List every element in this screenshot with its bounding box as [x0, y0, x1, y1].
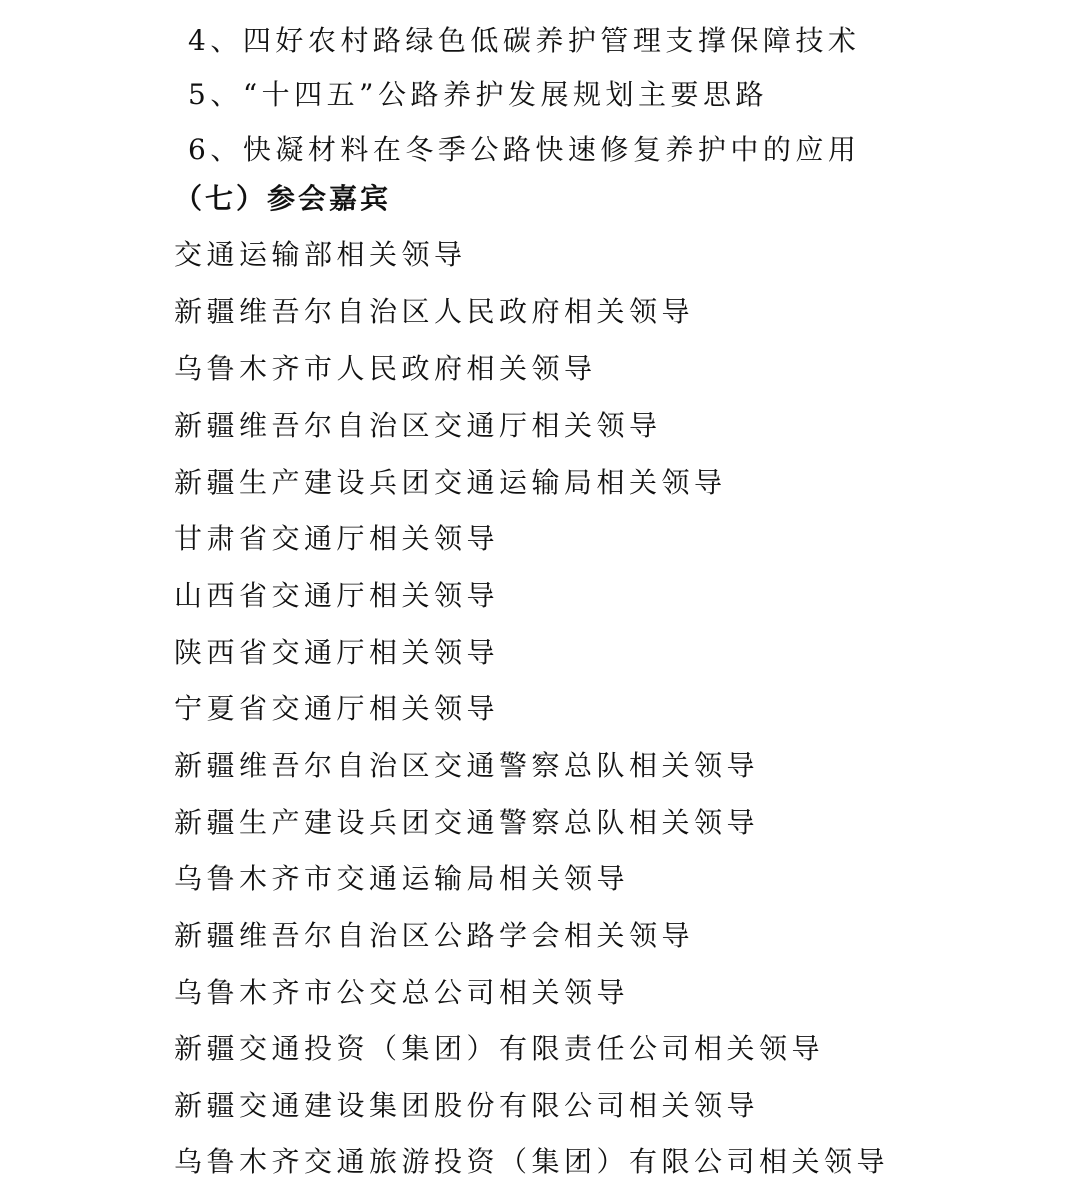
topic-item-4: 4、四好农村路绿色低碳养护管理支撑保障技术	[188, 24, 861, 57]
guest-item: 新疆维吾尔自治区交通警察总队相关领导	[174, 749, 760, 782]
guest-item: 山西省交通厅相关领导	[174, 579, 500, 612]
guest-item: 乌鲁木齐交通旅游投资（集团）有限公司相关领导	[174, 1145, 890, 1178]
section-heading: （七）参会嘉宾	[174, 182, 392, 215]
guest-item: 甘肃省交通厅相关领导	[174, 522, 500, 555]
guest-item: 宁夏省交通厅相关领导	[174, 692, 500, 725]
guest-item: 乌鲁木齐市人民政府相关领导	[174, 352, 597, 385]
guest-item: 新疆交通投资（集团）有限责任公司相关领导	[174, 1032, 825, 1065]
guest-item: 新疆维吾尔自治区交通厅相关领导	[174, 409, 662, 442]
topic-item-5: 5、“十四五”公路养护发展规划主要思路	[188, 78, 768, 111]
guest-item: 乌鲁木齐市交通运输局相关领导	[174, 862, 630, 895]
guest-item: 新疆维吾尔自治区人民政府相关领导	[174, 295, 695, 328]
guest-item: 交通运输部相关领导	[174, 238, 467, 271]
guest-item: 新疆维吾尔自治区公路学会相关领导	[174, 919, 695, 952]
guest-item: 新疆生产建设兵团交通运输局相关领导	[174, 466, 727, 499]
topic-item-6: 6、快凝材料在冬季公路快速修复养护中的应用	[188, 133, 861, 166]
guest-item: 陕西省交通厅相关领导	[174, 636, 500, 669]
guest-item: 新疆交通建设集团股份有限公司相关领导	[174, 1089, 760, 1122]
guest-item: 乌鲁木齐市公交总公司相关领导	[174, 976, 630, 1009]
guest-item: 新疆生产建设兵团交通警察总队相关领导	[174, 806, 760, 839]
